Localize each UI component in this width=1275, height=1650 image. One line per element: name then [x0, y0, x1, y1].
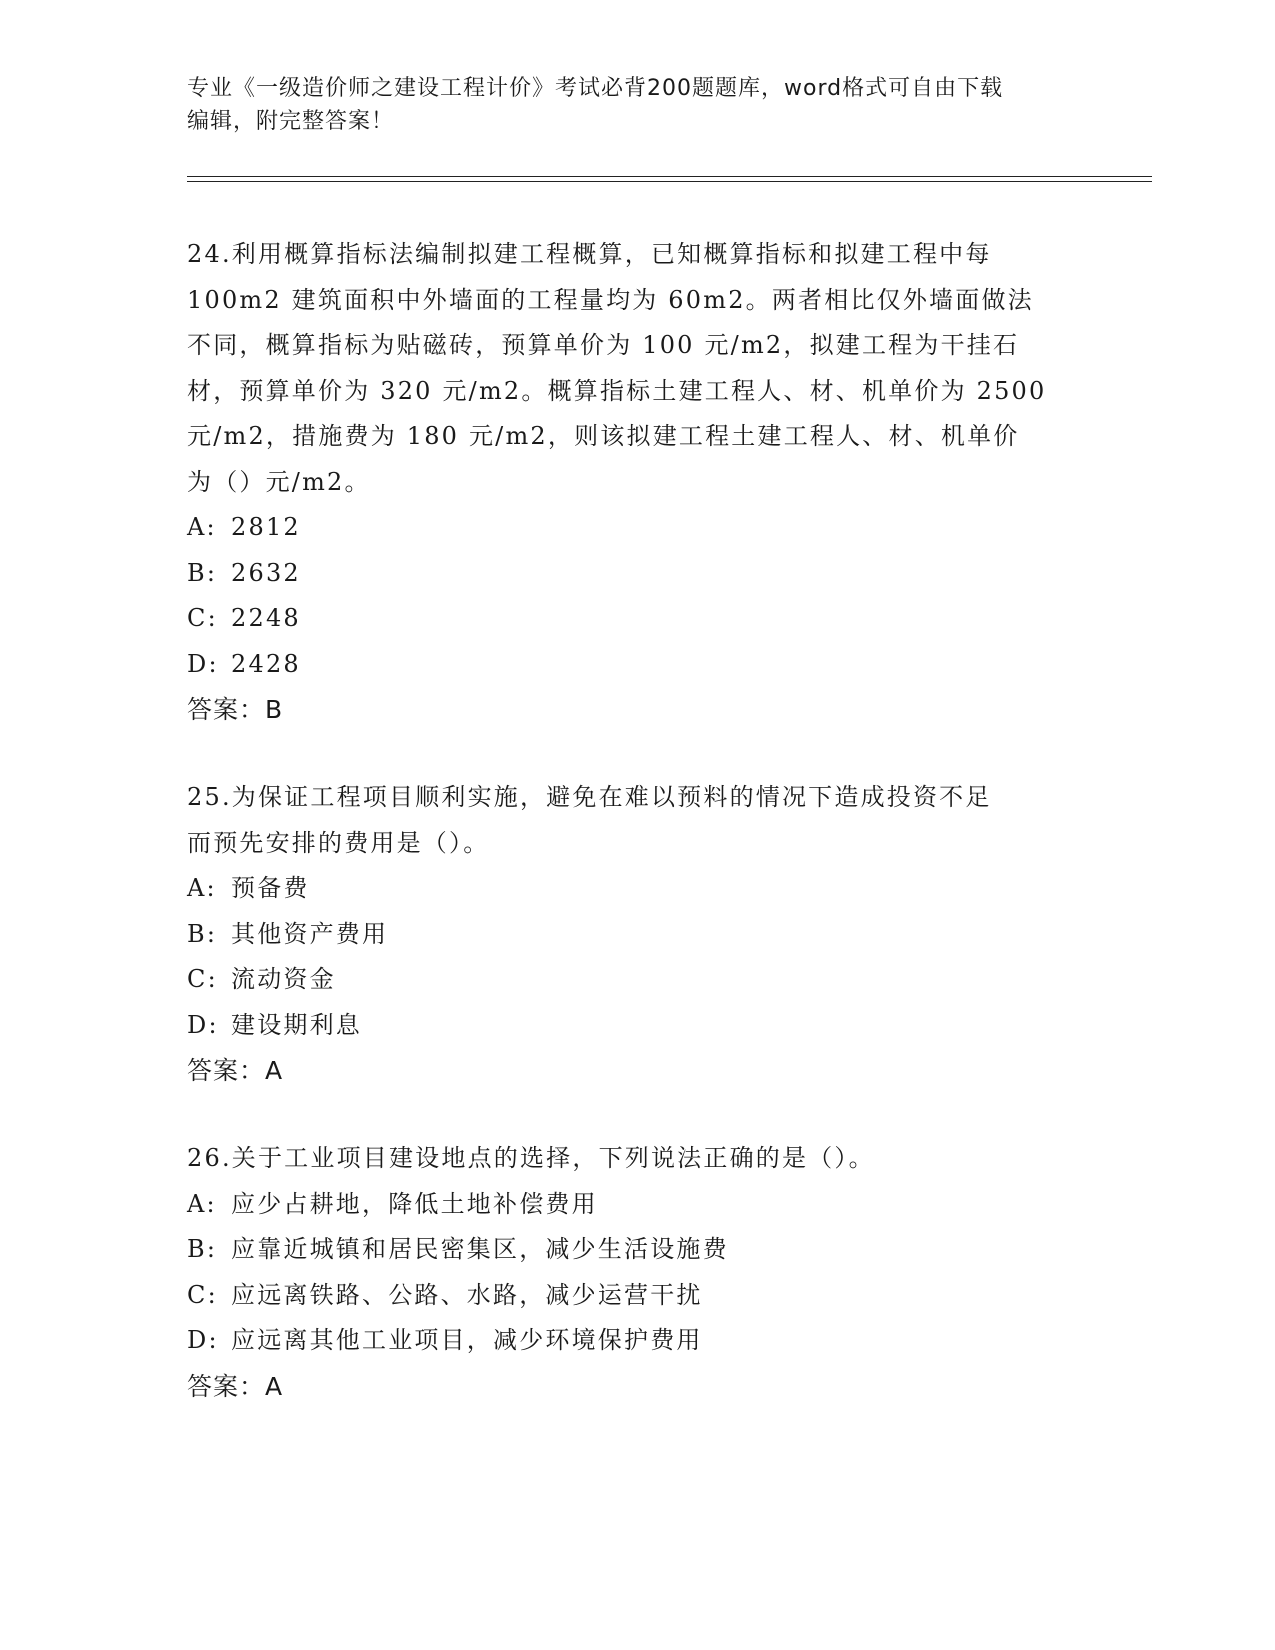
option-c: [187, 596, 1087, 642]
option-label: C:: [187, 965, 218, 993]
question-26: [187, 1136, 1087, 1409]
header-divider-bottom: [187, 181, 1152, 182]
answer-prefix: 答案：: [187, 1056, 266, 1085]
question-24: [187, 232, 1087, 733]
option-text: 应远离铁路、公路、水路，减少运营干扰: [231, 1280, 703, 1309]
stem-line: 100m2 建筑面积中外墙面的工程量均为 60m2。两者相比仅外墙面做法: [187, 285, 1034, 314]
option-a: [187, 1182, 1087, 1228]
option-text: 应远离其他工业项目，减少环境保护费用: [231, 1326, 703, 1354]
option-text: 2428: [231, 649, 301, 678]
option-text: 2812: [231, 513, 301, 541]
question-stem: [187, 232, 1087, 505]
option-label: B:: [187, 1235, 218, 1263]
answer-line: [187, 1048, 1087, 1094]
option-b: [187, 551, 1087, 597]
stem-line: 24.利用概算指标法编制拟建工程概算，已知概算指标和拟建工程中每: [187, 240, 992, 268]
option-text: 2632: [231, 558, 301, 587]
option-text: 预备费: [231, 874, 310, 902]
option-d: [187, 1003, 1087, 1049]
option-b: [187, 912, 1087, 958]
option-c: [187, 1273, 1087, 1319]
option-text: 应靠近城镇和居民密集区，减少生活设施费: [231, 1235, 729, 1263]
option-text: 2248: [231, 604, 301, 632]
answer-line: [187, 1364, 1087, 1410]
answer-prefix: 答案：: [187, 1371, 266, 1401]
answer-value: A: [265, 1056, 284, 1085]
question-stem: [187, 1136, 1087, 1182]
stem-line: 不同，概算指标为贴磁砖，预算单价为 100 元/m2，拟建工程为干挂石: [187, 331, 1020, 359]
option-d: [187, 642, 1087, 688]
option-label: B:: [187, 558, 218, 587]
option-a: [187, 505, 1087, 551]
stem-line: 而预先安排的费用是（）。: [187, 828, 490, 857]
option-text: 其他资产费用: [231, 919, 389, 948]
option-text: 流动资金: [231, 965, 336, 993]
question-25: [187, 775, 1087, 1094]
option-label: B:: [187, 919, 218, 948]
option-label: C:: [187, 1280, 218, 1309]
option-a: [187, 866, 1087, 912]
option-label: C:: [187, 604, 218, 632]
option-label: A:: [187, 513, 217, 541]
option-label: D:: [187, 1010, 219, 1039]
stem-line: 材，预算单价为 320 元/m2。概算指标土建工程人、材、机单价为 2500: [187, 376, 1047, 405]
page-header: [187, 72, 1087, 138]
stem-line: 26.关于工业项目建设地点的选择，下列说法正确的是（）。: [187, 1144, 875, 1172]
option-d: [187, 1318, 1087, 1364]
answer-line: [187, 687, 1087, 733]
header-line-1: 专业《一级造价师之建设工程计价》考试必背200题题库，word格式可自由下载: [187, 76, 1004, 101]
option-b: [187, 1227, 1087, 1273]
header-divider-top: [187, 176, 1152, 177]
option-label: A:: [187, 1189, 217, 1218]
header-line-2: 编辑，附完整答案！: [187, 109, 395, 134]
option-c: [187, 957, 1087, 1003]
question-stem: [187, 775, 1087, 866]
answer-value: B: [265, 695, 284, 724]
stem-line: 元/m2，措施费为 180 元/m2，则该拟建工程土建工程人、材、机单价: [187, 422, 1020, 450]
option-text: 应少占耕地，降低土地补偿费用: [231, 1189, 598, 1218]
option-label: D:: [187, 649, 219, 678]
option-label: A:: [187, 874, 217, 902]
stem-line: 25.为保证工程项目顺利实施，避免在难以预料的情况下造成投资不足: [187, 783, 992, 811]
answer-prefix: 答案：: [187, 695, 266, 724]
option-label: D:: [187, 1326, 219, 1354]
option-text: 建设期利息: [231, 1010, 362, 1039]
stem-line: 为（）元/m2。: [187, 467, 371, 496]
answer-value: A: [265, 1371, 284, 1401]
